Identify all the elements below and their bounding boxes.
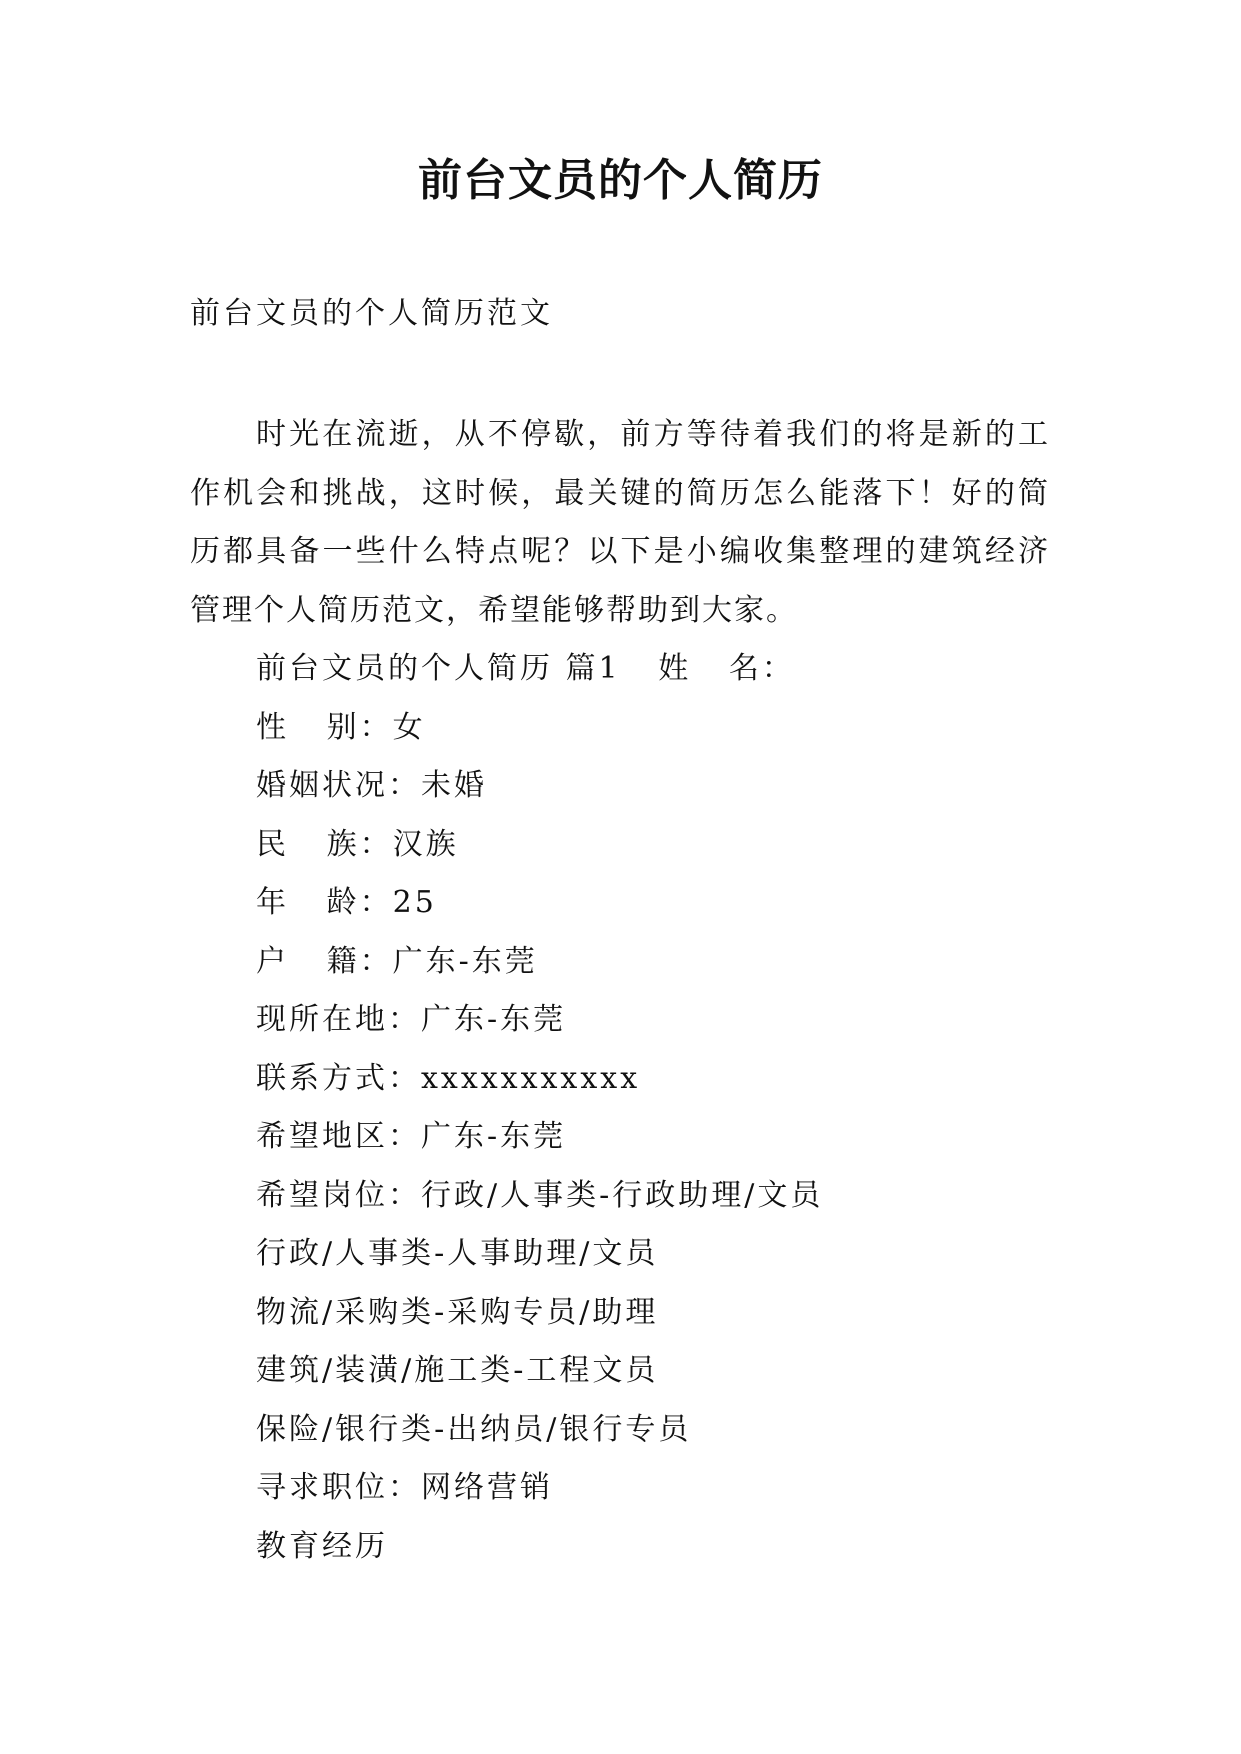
- resume-line-position-hr: 行政/人事类-人事助理/文员: [256, 1236, 659, 1271]
- resume-line-ethnicity: 民 族：汉族: [256, 826, 459, 862]
- document-subtitle: 前台文员的个人简历范文: [190, 296, 553, 331]
- resume-line-current-location: 现所在地：广东-东莞: [256, 1002, 567, 1037]
- resume-line-sought-job: 寻求职位：网络营销: [256, 1470, 553, 1505]
- resume-line-household-registration: 户 籍：广东-东莞: [256, 943, 538, 979]
- resume-line-age: 年 龄：25: [256, 885, 437, 920]
- resume-line-position-banking: 保险/银行类-出纳员/银行专员: [256, 1411, 692, 1447]
- resume-line-gender: 性 别：女: [256, 709, 426, 745]
- resume-lines: [256, 640, 1056, 1576]
- resume-line-desired-position: 希望岗位：行政/人事类-行政助理/文员: [256, 1177, 824, 1213]
- resume-line-contact: 联系方式：xxxxxxxxxxx: [256, 1060, 641, 1096]
- document-title: 前台文员的个人简历: [418, 155, 823, 206]
- resume-line-heading-name: 前台文员的个人简历 篇1 姓 名：: [256, 651, 795, 686]
- resume-line-position-construction: 建筑/装潢/施工类-工程文员: [256, 1353, 659, 1388]
- resume-line-desired-region: 希望地区：广东-东莞: [256, 1119, 567, 1154]
- resume-line-education-heading: 教育经历: [256, 1528, 388, 1564]
- resume-line-position-logistics: 物流/采购类-采购专员/助理: [256, 1294, 659, 1330]
- resume-line-marital-status: 婚姻状况：未婚: [256, 768, 487, 803]
- intro-paragraph: 时光在流逝，从不停歇，前方等待着我们的将是新的工作机会和挑战，这时候，最关键的简历怎么能落下！好的简历都具备一些什么特点呢？以下是小编收集整理的建筑经济管理个人简历范文，希望能够帮助到大家。: [190, 417, 1050, 628]
